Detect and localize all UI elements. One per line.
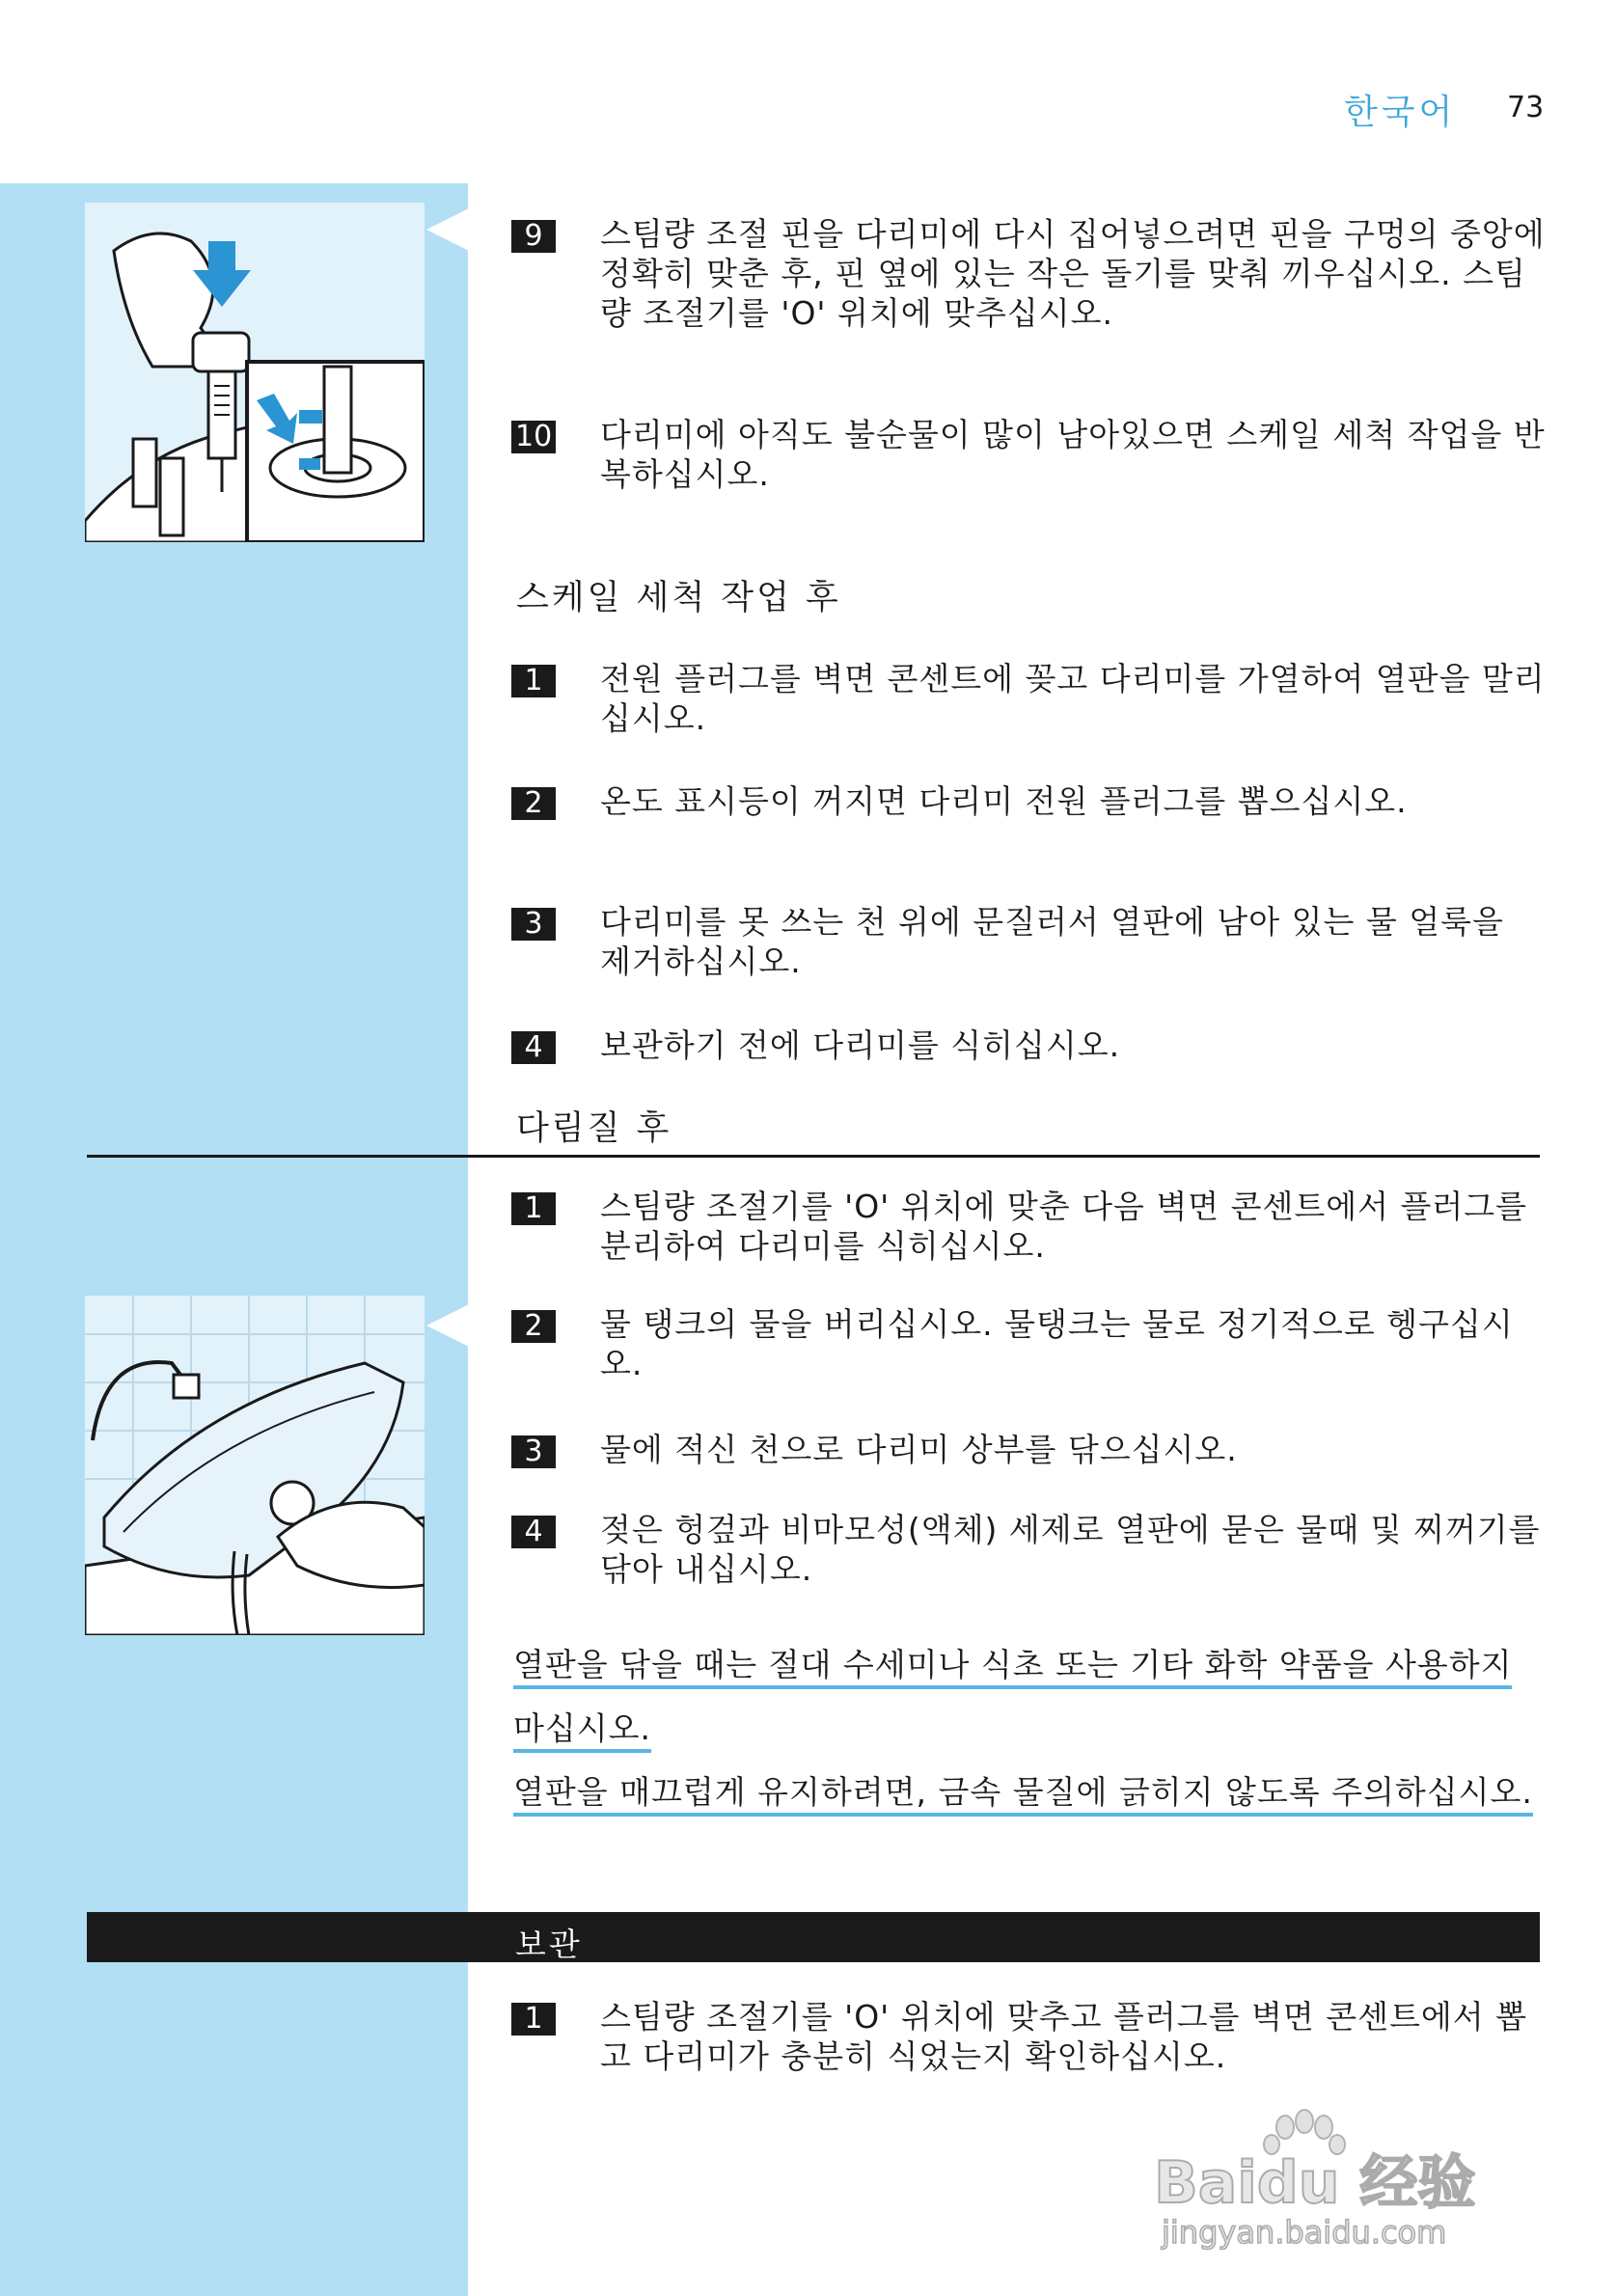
caution-note-text: 열판을 매끄럽게 유지하려면, 금속 물질에 긁히지 않도록 주의하십시오.: [513, 1773, 1533, 1817]
step-number: 2: [511, 1310, 556, 1343]
step-text: 스팀량 조절 핀을 다리미에 다시 집어넣으려면 핀을 구멍의 중앙에 정확히 맞춘 후, 핀 옆에 있는 작은 돌기를 맞춰 끼우십시오. 스팀량 조절기를 'O' 위치에 맞추십시오.: [600, 215, 1546, 332]
step-text: 온도 표시등이 꺼지면 다리미 전원 플러그를 뽑으십시오.: [600, 782, 1408, 820]
step-number: 3: [511, 1435, 556, 1468]
caution-note: [513, 1761, 1546, 1824]
section-divider: [87, 1155, 1540, 1158]
watermark-url: jingyan.baidu.com: [1162, 2214, 1447, 2251]
step-text: 물에 적신 천으로 다리미 상부를 닦으십시오.: [600, 1431, 1238, 1468]
page-number: 73: [1507, 91, 1545, 124]
step-number: 9: [511, 220, 556, 253]
steam-pin-drawing: [85, 203, 425, 542]
language-label: 한국어: [1344, 93, 1457, 132]
step-text: 다리미에 아직도 불순물이 많이 남아있으면 스케일 세척 작업을 반복하십시오.: [600, 416, 1546, 493]
section-heading-after-ironing: 다림질 후: [516, 1109, 672, 1148]
caution-note-text: 열판을 닦을 때는 절대 수세미나 식초 또는 기타 화학 약품을 사용하지 마십시오.: [513, 1646, 1512, 1753]
baidu-watermark: [1148, 2108, 1553, 2253]
step-number: 3: [511, 908, 556, 941]
step-number: 2: [511, 787, 556, 820]
step-text: 물 탱크의 물을 버리십시오. 물탱크는 물로 정기적으로 헹구십시오.: [600, 1305, 1514, 1382]
step-text: 전원 플러그를 벽면 콘센트에 꽂고 다리미를 가열하여 열판을 말리십시오.: [600, 660, 1546, 737]
baidu-paw-icon: [1148, 2108, 1553, 2253]
step-text: 보관하기 전에 다리미를 식히십시오.: [600, 1026, 1121, 1064]
step-number: 10: [511, 421, 556, 453]
step-number: 4: [511, 1516, 556, 1548]
wiping-iron-drawing: [85, 1296, 425, 1635]
step-number: 4: [511, 1031, 556, 1064]
step-number: 1: [511, 665, 556, 697]
caution-note: [513, 1633, 1546, 1761]
illustration-steam-pin: [85, 203, 425, 542]
illustration-pointer: [426, 1304, 469, 1347]
step-text: 다리미를 못 쓰는 천 위에 문질러서 열판에 남아 있는 물 얼룩을 제거하십시오.: [600, 903, 1504, 980]
section-heading-storage: 보관: [515, 1926, 583, 1963]
step-number: 1: [511, 2003, 556, 2036]
illustration-pointer: [426, 208, 469, 251]
watermark-brand: Baidu 经验: [1154, 2149, 1476, 2217]
section-bar-storage: [87, 1912, 1540, 1962]
step-text: 스팀량 조절기를 'O' 위치에 맞춘 다음 벽면 콘센트에서 플러그를 분리하여 다리미를 식히십시오.: [600, 1188, 1527, 1265]
section-heading-after-scaling: 스케일 세척 작업 후: [516, 579, 841, 617]
illustration-wiping-iron: [85, 1296, 425, 1635]
step-number: 1: [511, 1192, 556, 1225]
step-text: 젖은 헝겊과 비마모성(액체) 세제로 열판에 묻은 물때 및 찌꺼기를 닦아 내십시오.: [600, 1511, 1541, 1588]
step-text: 스팀량 조절기를 'O' 위치에 맞추고 플러그를 벽면 콘센트에서 뽑고 다리미가 충분히 식었는지 확인하십시오.: [600, 1998, 1527, 2075]
